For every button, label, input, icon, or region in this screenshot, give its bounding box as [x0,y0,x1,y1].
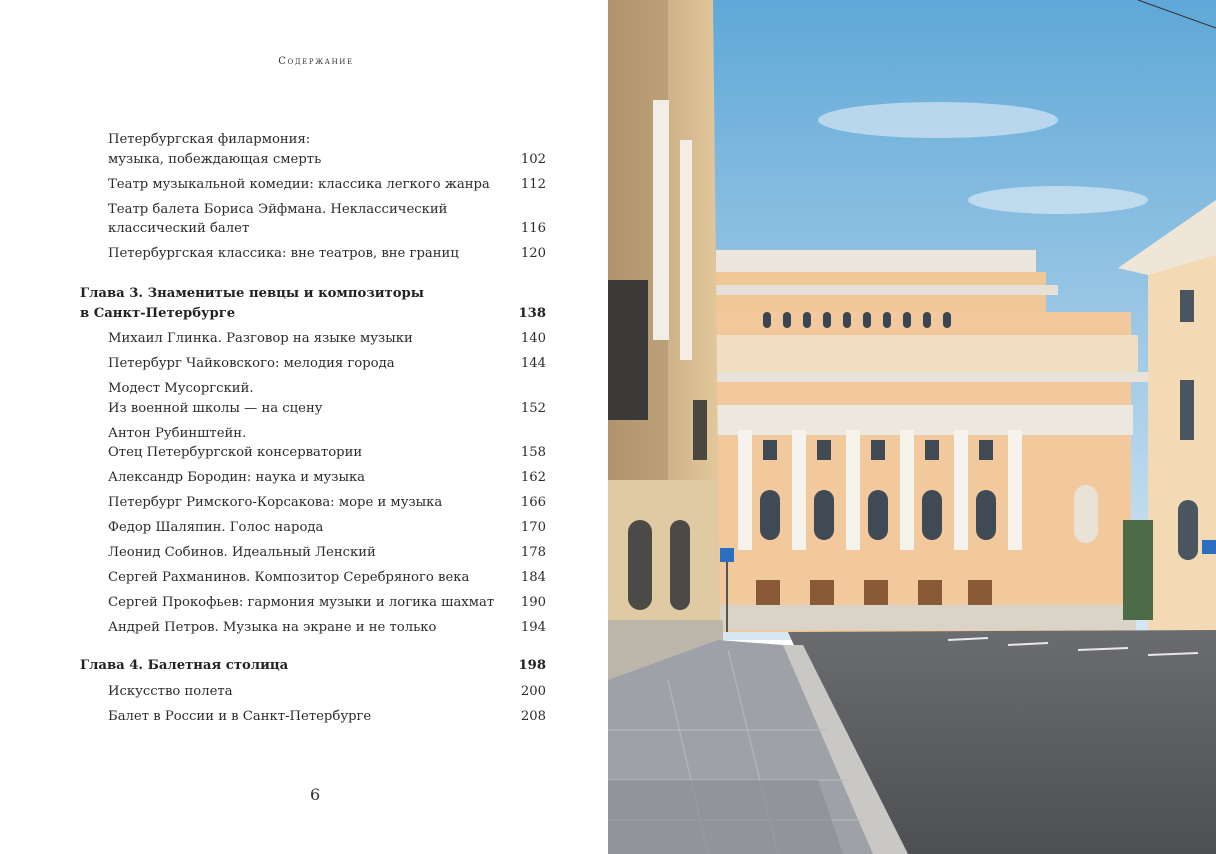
toc-entry-title-line: Театр балета Бориса Эйфмана. Неклассический [108,201,448,217]
toc-entry-title-line: Михаил Глинка. Разговор на языке музыки [108,331,413,346]
toc-page-number: 140 [520,331,546,346]
toc-entry-title-line: Искусство полета [108,683,233,699]
toc-page-number: 200 [520,683,546,699]
toc-page-number: 194 [520,620,546,635]
toc-entry-title-line: Сергей Рахманинов. Композитор Серебряного века [108,570,470,585]
toc-entry-title-line: Сергей Прокофьев: гармония музыки и логика шахмат [108,595,495,610]
toc-entry[interactable] [80,568,546,588]
toc-entry[interactable] [80,518,546,538]
toc-page-number: 170 [520,520,546,535]
table-of-contents [80,130,546,732]
toc-page-number: 190 [520,595,546,610]
toc-entry[interactable] [80,543,546,563]
toc-entry[interactable] [80,593,546,613]
toc-entry[interactable] [80,379,546,418]
toc-chapter-4[interactable] [80,656,546,676]
toc-entry[interactable] [80,175,546,195]
toc-page-number: 184 [520,570,546,585]
toc-entry[interactable] [80,424,546,463]
toc-entry[interactable] [80,682,546,702]
toc-page-number: 112 [520,176,546,192]
toc-chapter-title-line: в Санкт-Петербурге [80,305,236,321]
toc-entry-title-line: Петербургская филармония: [108,132,311,147]
theatre-photo [608,0,1216,854]
toc-page-number: 120 [520,246,546,261]
toc-entry-title-line: Петербург Чайковского: мелодия города [108,356,395,371]
toc-entry-title-line: Федор Шаляпин. Голос народа [108,520,324,535]
toc-entry-title-line: Андрей Петров. Музыка на экране и не только [108,620,437,635]
toc-chapter-3[interactable] [80,284,546,323]
toc-entry-title-line: музыка, побеждающая смерть [108,151,322,167]
toc-page-number: 166 [520,495,546,510]
toc-entry-title-line: Петербург Римского-Корсакова: море и музыка [108,495,443,510]
toc-entry[interactable] [80,354,546,374]
toc-page-number: 178 [520,545,546,560]
toc-entry-title-line: Балет в России и в Санкт-Петербурге [108,708,372,724]
toc-entry[interactable] [80,493,546,513]
toc-entry[interactable] [80,468,546,488]
toc-entry[interactable] [80,244,546,264]
toc-page-number: 152 [520,400,546,416]
toc-page-number: 208 [520,708,546,724]
toc-page-number: 138 [518,305,546,321]
toc-page-number: 158 [520,445,546,460]
toc-page-number: 198 [518,658,546,673]
toc-entry[interactable] [80,200,546,239]
running-head: Содержание [278,56,354,67]
toc-page-number: 102 [520,151,546,167]
toc-entry-title-line: классический балет [108,221,250,236]
toc-entry-title-line: Александр Бородин: наука и музыка [108,470,366,485]
toc-entry-title-line: Из военной школы — на сцену [108,400,323,416]
toc-entry-title-line: Модест Мусоргский. [108,381,254,396]
toc-page-number: 144 [520,356,546,371]
toc-chapter-title-line: Глава 4. Балетная столица [80,658,289,673]
toc-entry-title-line: Антон Рубинштейн. [108,425,247,441]
toc-page-number: 162 [520,470,546,485]
toc-chapter-title-line: Глава 3. Знаменитые певцы и композиторы [80,286,424,301]
toc-entry[interactable] [80,130,546,169]
toc-entry[interactable] [80,329,546,349]
toc-entry[interactable] [80,707,546,727]
toc-entry-title-line: Леонид Собинов. Идеальный Ленский [108,545,376,560]
toc-entry[interactable] [80,618,546,638]
page-number: 6 [310,785,321,804]
toc-entry-title-line: Театр музыкальной комедии: классика легкого жанра [108,176,490,192]
toc-entry-title-line: Отец Петербургской консерватории [108,445,363,460]
toc-page-number: 116 [520,221,546,236]
toc-entry-title-line: Петербургская классика: вне театров, вне границ [108,246,459,261]
